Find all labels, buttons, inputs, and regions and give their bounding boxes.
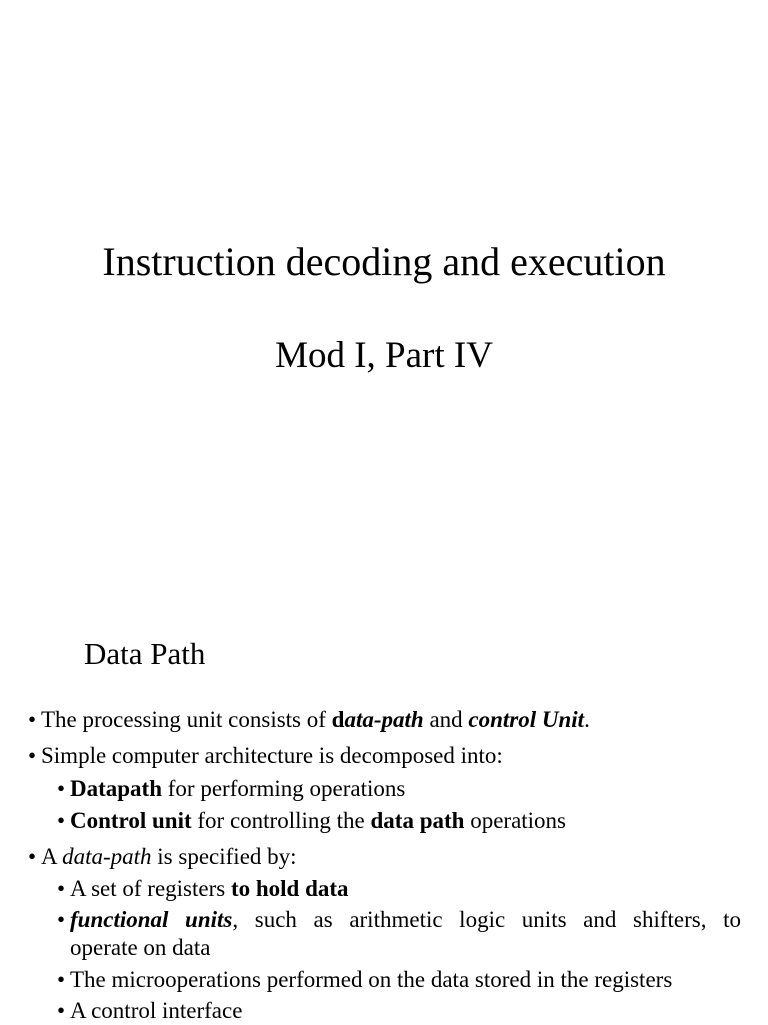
- slide-title: Instruction decoding and execution: [102, 239, 666, 284]
- bullet-icon: •: [28, 743, 37, 768]
- text: A set of registers: [70, 876, 231, 901]
- text: is specified by:: [151, 844, 297, 869]
- text: Simple computer architecture is decomposed into:: [41, 743, 503, 768]
- text: and: [423, 707, 469, 732]
- text: operations: [464, 808, 567, 833]
- text: The microoperations performed on the data stored in the registers: [70, 967, 673, 992]
- text-bold: Control unit: [70, 808, 192, 833]
- sub-bullet-registers: [57, 875, 349, 903]
- bullet-architecture: [28, 742, 503, 770]
- text: A: [41, 844, 63, 869]
- bullet-icon: •: [57, 998, 66, 1023]
- bullet-data-path-spec: [28, 843, 297, 871]
- text-bold: to hold data: [230, 876, 349, 901]
- bullet-icon: •: [57, 907, 66, 932]
- text-bold-italic: functional units: [70, 907, 233, 932]
- sub-bullet-functional-units: [57, 906, 741, 962]
- bullet-icon: •: [57, 808, 66, 833]
- text-bold-italic: control Unit: [468, 707, 585, 732]
- bullet-icon: •: [57, 967, 66, 992]
- slide-subtitle: Mod I, Part IV: [275, 335, 493, 376]
- text: operate on data: [70, 935, 211, 960]
- bullet-icon: •: [57, 876, 66, 901]
- bullet-icon: •: [28, 707, 37, 732]
- sub-bullet-control-interface: [57, 997, 242, 1025]
- text: .: [584, 707, 590, 732]
- bullet-processing-unit: [28, 706, 590, 734]
- text: for controlling the: [191, 808, 371, 833]
- text-bold-italic: ata-path: [344, 707, 424, 732]
- text: The processing unit consists of: [41, 707, 332, 732]
- text-italic: data-path: [62, 844, 152, 869]
- text: for performing operations: [162, 776, 406, 801]
- text: A control interface: [70, 998, 243, 1023]
- text-bold: d: [331, 707, 345, 732]
- bullet-icon: •: [28, 844, 37, 869]
- section-title: Data Path: [84, 636, 206, 671]
- text-bold: data path: [370, 808, 465, 833]
- bullet-icon: •: [57, 776, 66, 801]
- sub-bullet-microoperations: [57, 966, 672, 994]
- text: , such as arithmetic logic units and shifters, to: [232, 907, 741, 932]
- sub-bullet-control-unit: [57, 807, 566, 835]
- sub-bullet-datapath: [57, 775, 405, 803]
- text-bold: Datapath: [70, 776, 163, 801]
